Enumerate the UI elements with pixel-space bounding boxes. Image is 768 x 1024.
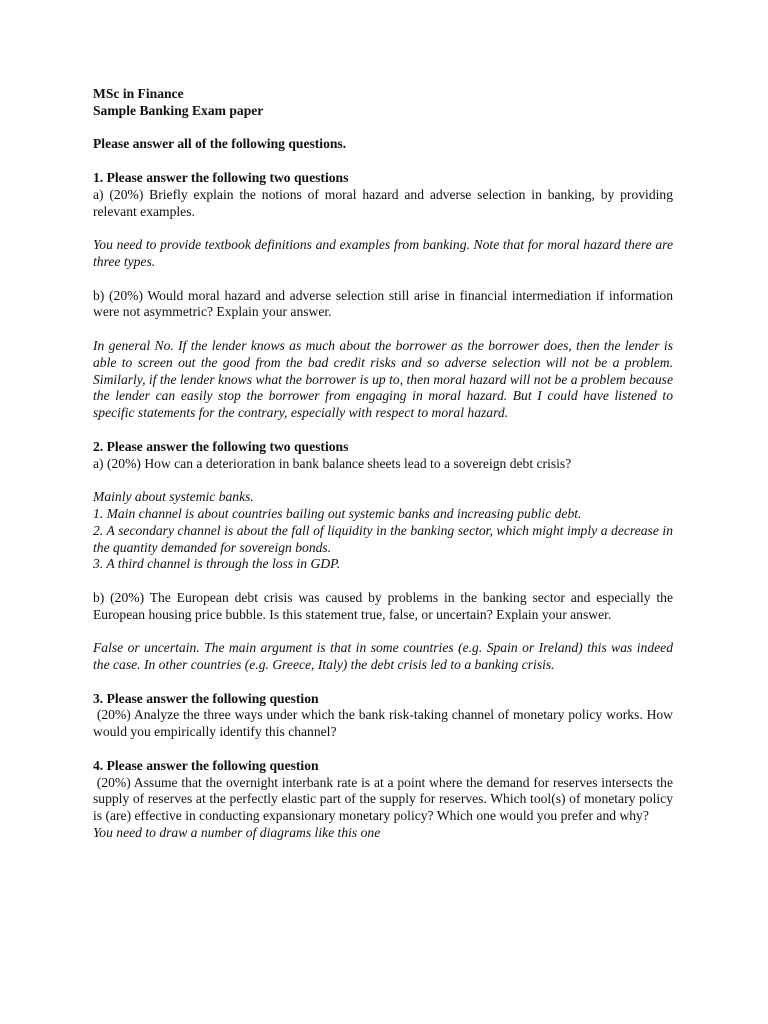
question-4-answer: You need to draw a number of diagrams like this one [93,825,381,841]
question-1-heading: 1. Please answer the following two questions [93,169,349,185]
spacer [93,422,673,439]
question-3-heading: 3. Please answer the following question [93,690,319,706]
question-1b-prompt: b) (20%) Would moral hazard and adverse selection still arise in financial intermediation if information were not asymmetric? Explain your answer. [93,287,673,320]
spacer [93,220,673,237]
paper-title: Sample Banking Exam paper [93,102,264,118]
question-2a-prompt: a) (20%) How can a deterioration in bank balance sheets lead to a sovereign debt crisis? [93,455,572,471]
question-2b-prompt: b) (20%) The European debt crisis was caused by problems in the banking sector and especially the European housing price bubble. Is this statement true, false, or uncertain? Explain your answer. [93,589,673,622]
question-2b-answer: False or uncertain. The main argument is that in some countries (e.g. Spain or Ireland) this was indeed the case. In other countries (e.g. Greece, Italy) the debt crisis led to a banking crisis. [93,640,673,673]
question-2a-answer-line: 3. A third channel is through the loss in GDP. [93,556,341,572]
spacer [93,321,673,338]
question-1a-prompt: a) (20%) Briefly explain the notions of moral hazard and adverse selection in banking, by providing relevant examples. [93,186,673,219]
spacer [93,472,673,489]
question-2a-answer-line: 1. Main channel is about countries bailing out systemic banks and increasing public debt. [93,505,582,521]
course-title: MSc in Finance [93,86,184,101]
spacer [93,271,673,288]
spacer [93,573,673,590]
spacer [93,153,673,170]
exam-paper [93,86,673,842]
spacer [93,624,673,641]
instructions: Please answer all of the following questions. [93,136,347,152]
spacer [93,120,673,137]
question-2-heading: 2. Please answer the following two questions [93,438,349,454]
question-3-prompt: (20%) Analyze the three ways under which the bank risk-taking channel of monetary policy works. How would you empirically identify this channel? [93,707,673,740]
question-2a-answer-line: 2. A secondary channel is about the fall of liquidity in the banking sector, which might imply a decrease in the quantity demanded for sovereign bonds. [93,522,673,555]
question-2a-answer-line: Mainly about systemic banks. [93,489,254,505]
question-1b-answer: In general No. If the lender knows as much about the borrower as the borrower does, then the lender is able to screen out the good from the bad credit risks and so adverse selection will not be a problem. Similarly, if the lender knows what the borrower is up to, then moral hazard will not be a problem because the lender can easily stop the borrower from engaging in moral hazard. But I could have listened to specific statements for the contrary, especially with respect to moral hazard. [93,337,673,421]
question-4-heading: 4. Please answer the following question [93,757,319,773]
question-1a-answer: You need to provide textbook definitions and examples from banking. Note that for moral hazard there are three types. [93,237,673,269]
question-4-prompt: (20%) Assume that the overnight interbank rate is at a point where the demand for reserves intersects the supply of reserves at the perfectly elastic part of the supply for reserves. Which tool(s) of monetary policy is (are) effective in conducting expansionary monetary policy? Which one would you prefer and why? [93,774,673,824]
spacer [93,741,673,758]
spacer [93,674,673,691]
